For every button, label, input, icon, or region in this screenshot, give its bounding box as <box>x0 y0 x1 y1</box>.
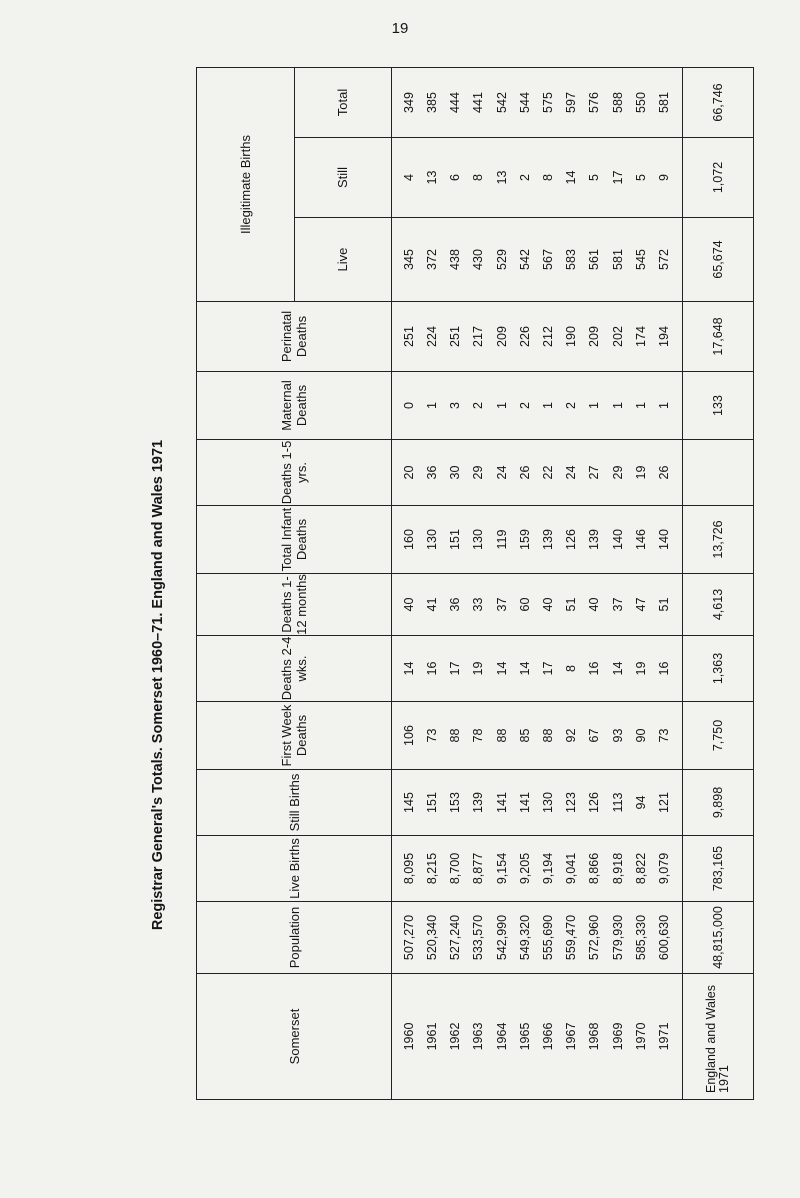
list-item: 141 <box>517 792 532 813</box>
list-item: 19 <box>633 465 648 480</box>
list-item: 27 <box>587 465 602 480</box>
list-item: 41 <box>424 597 439 612</box>
list-item: 572 <box>657 249 672 270</box>
list-item: 153 <box>448 792 463 813</box>
header-still-births: Still Births <box>197 770 392 836</box>
ew-ill-total: 66,746 <box>683 68 754 138</box>
list-item: 533,570 <box>471 914 486 961</box>
list-item: 542,990 <box>494 914 509 961</box>
page-number: 19 <box>391 20 409 37</box>
list-item: 1966 <box>541 1022 555 1051</box>
list-item: 8 <box>541 174 555 181</box>
list-item: 544 <box>517 92 532 113</box>
list-item: 159 <box>517 529 532 550</box>
list-item: 16 <box>587 661 602 676</box>
list-item: 146 <box>633 529 648 550</box>
list-item: 600,630 <box>657 914 672 961</box>
list-item: 202 <box>610 326 625 347</box>
list-item: 88 <box>494 728 509 743</box>
list-item: 17 <box>448 661 463 676</box>
list-item: 3 <box>448 402 463 409</box>
header-population: Population <box>197 902 392 974</box>
ew-total-infant-deaths: 13,726 <box>683 506 754 574</box>
list-item: 209 <box>494 326 509 347</box>
header-illegitimate-births: Illegitimate Births <box>197 68 295 302</box>
ew-maternal-deaths: 133 <box>683 372 754 440</box>
list-item: 19 <box>633 661 648 676</box>
list-item: 2 <box>517 402 532 409</box>
list-item: 26 <box>517 465 532 480</box>
rotated-table-container <box>196 83 750 1100</box>
list-item: 1971 <box>657 1022 672 1051</box>
ill-live-cell <box>392 218 683 302</box>
list-item: 1 <box>541 402 555 409</box>
list-item: 130 <box>424 529 439 550</box>
perinatal-deaths-cell <box>392 302 683 372</box>
total-infant-deaths-cell <box>392 506 683 574</box>
list-item: 8,700 <box>448 852 463 885</box>
list-item: 579,930 <box>610 914 625 961</box>
list-item: 67 <box>587 728 602 743</box>
list-item: 2 <box>517 174 532 181</box>
list-item: 8,877 <box>471 852 486 885</box>
header-ill-still: Still <box>294 138 392 218</box>
list-item: 14 <box>610 661 625 676</box>
list-item: 597 <box>564 92 579 113</box>
header-ill-total: Total <box>294 68 392 138</box>
list-item: 17 <box>610 170 625 185</box>
list-item: 29 <box>471 465 486 480</box>
list-item: 22 <box>541 465 555 480</box>
list-item: 251 <box>401 326 416 347</box>
list-item: 73 <box>424 728 439 743</box>
list-item: 36 <box>424 465 439 480</box>
list-item: 583 <box>564 249 579 270</box>
list-item: 139 <box>587 529 602 550</box>
first-week-deaths-cell <box>392 702 683 770</box>
header-maternal-deaths: Maternal Deaths <box>197 372 392 440</box>
list-item: 1965 <box>517 1022 532 1051</box>
list-item: 126 <box>587 792 602 813</box>
header-somerset: Somerset <box>197 974 392 1100</box>
list-item: 24 <box>564 465 579 480</box>
list-item: 93 <box>610 728 625 743</box>
list-item: 119 <box>494 529 509 550</box>
header-deaths-2-4-wks: Deaths 2-4 wks. <box>197 636 392 702</box>
table-title: Registrar General's Totals. Somerset 1960–71. England and Wales 1971 <box>150 439 166 931</box>
list-item: 224 <box>424 326 439 347</box>
list-item: 14 <box>564 170 579 185</box>
list-item: 14 <box>517 661 532 676</box>
list-item: 0 <box>401 402 416 409</box>
header-first-week-deaths: First Week Deaths <box>197 702 392 770</box>
list-item: 13 <box>494 170 509 185</box>
still-births-cell <box>392 770 683 836</box>
list-item: 19 <box>471 661 486 676</box>
list-item: 47 <box>633 597 648 612</box>
list-item: 37 <box>610 597 625 612</box>
list-item: 1960 <box>401 1022 416 1051</box>
ew-ill-live: 65,674 <box>683 218 754 302</box>
list-item: 5 <box>633 174 648 181</box>
ew-first-week-deaths: 7,750 <box>683 702 754 770</box>
list-item: 527,240 <box>448 914 463 961</box>
list-item: 581 <box>610 249 625 270</box>
ew-perinatal-deaths: 17,648 <box>683 302 754 372</box>
list-item: 123 <box>564 792 579 813</box>
ew-still-births: 9,898 <box>683 770 754 836</box>
list-item: 40 <box>587 597 602 612</box>
list-item: 585,330 <box>633 914 648 961</box>
list-item: 36 <box>448 597 463 612</box>
list-item: 444 <box>448 92 463 113</box>
list-item: 1963 <box>471 1022 486 1051</box>
list-item: 8 <box>471 174 486 181</box>
list-item: 1967 <box>564 1022 579 1051</box>
list-item: 588 <box>610 92 625 113</box>
list-item: 385 <box>424 92 439 113</box>
list-item: 16 <box>424 661 439 676</box>
list-item: 160 <box>401 529 416 550</box>
list-item: 561 <box>587 249 602 270</box>
header-deaths-1-5-yrs: Deaths 1-5 yrs. <box>197 440 392 506</box>
list-item: 581 <box>657 92 672 113</box>
list-item: 1968 <box>587 1022 602 1051</box>
list-item: 190 <box>564 326 579 347</box>
list-item: 194 <box>657 326 672 347</box>
list-item: 130 <box>471 529 486 550</box>
list-item: 430 <box>471 249 486 270</box>
ew-deaths-1-5-yrs <box>683 440 754 506</box>
list-item: 9,154 <box>494 852 509 885</box>
list-item: 559,470 <box>564 914 579 961</box>
list-item: 90 <box>633 728 648 743</box>
list-item: 139 <box>471 792 486 813</box>
list-item: 151 <box>448 529 463 550</box>
list-item: 17 <box>541 661 555 676</box>
list-item: 1964 <box>494 1022 509 1051</box>
list-item: 1 <box>633 402 648 409</box>
list-item: 37 <box>494 597 509 612</box>
list-item: 1962 <box>448 1022 463 1051</box>
maternal-deaths-cell <box>392 372 683 440</box>
list-item: 85 <box>517 728 532 743</box>
list-item: 14 <box>494 661 509 676</box>
list-item: 145 <box>401 792 416 813</box>
list-item: 5 <box>587 174 602 181</box>
header-total-infant-deaths: Total Infant Deaths <box>197 506 392 574</box>
live-births-cell <box>392 836 683 902</box>
list-item: 1 <box>587 402 602 409</box>
header-perinatal-deaths: Perinatal Deaths <box>197 302 392 372</box>
list-item: 88 <box>448 728 463 743</box>
list-item: 575 <box>541 92 555 113</box>
header-ill-live: Live <box>294 218 392 302</box>
list-item: 8,822 <box>633 852 648 885</box>
list-item: 555,690 <box>541 914 555 961</box>
list-item: 226 <box>517 326 532 347</box>
list-item: 1 <box>610 402 625 409</box>
list-item: 545 <box>633 249 648 270</box>
list-item: 8,095 <box>401 852 416 885</box>
list-item: 92 <box>564 728 579 743</box>
list-item: 126 <box>564 529 579 550</box>
list-item: 9,205 <box>517 852 532 885</box>
list-item: 60 <box>517 597 532 612</box>
list-item: 51 <box>657 597 672 612</box>
list-item: 2 <box>564 402 579 409</box>
ew-population: 48,815,000 <box>683 902 754 974</box>
list-item: 372 <box>424 249 439 270</box>
years-cell <box>392 974 683 1100</box>
list-item: 151 <box>424 792 439 813</box>
ill-still-cell <box>392 138 683 218</box>
ew-label: England and Wales 1971 <box>683 974 754 1100</box>
list-item: 141 <box>494 792 509 813</box>
list-item: 40 <box>401 597 416 612</box>
england-wales-row <box>683 68 754 1100</box>
list-item: 6 <box>448 174 463 181</box>
list-item: 529 <box>494 249 509 270</box>
list-item: 9,194 <box>541 852 555 885</box>
list-item: 542 <box>494 92 509 113</box>
list-item: 8,918 <box>610 852 625 885</box>
list-item: 567 <box>541 249 555 270</box>
list-item: 549,320 <box>517 914 532 961</box>
population-cell <box>392 902 683 974</box>
deaths-1-12-months-cell <box>392 574 683 636</box>
ew-deaths-2-4-wks: 1,363 <box>683 636 754 702</box>
list-item: 576 <box>587 92 602 113</box>
list-item: 121 <box>657 792 672 813</box>
list-item: 1 <box>657 402 672 409</box>
list-item: 1969 <box>610 1022 625 1051</box>
ill-total-cell <box>392 68 683 138</box>
list-item: 572,960 <box>587 914 602 961</box>
list-item: 212 <box>541 326 555 347</box>
list-item: 51 <box>564 597 579 612</box>
ew-deaths-1-12-months: 4,613 <box>683 574 754 636</box>
list-item: 140 <box>657 529 672 550</box>
list-item: 349 <box>401 92 416 113</box>
list-item: 520,340 <box>424 914 439 961</box>
list-item: 9 <box>657 174 672 181</box>
list-item: 209 <box>587 326 602 347</box>
list-item: 1 <box>424 402 439 409</box>
list-item: 174 <box>633 326 648 347</box>
list-item: 217 <box>471 326 486 347</box>
list-item: 113 <box>610 792 625 813</box>
list-item: 8 <box>564 665 579 672</box>
list-item: 9,041 <box>564 852 579 885</box>
list-item: 438 <box>448 249 463 270</box>
list-item: 8,866 <box>587 852 602 885</box>
list-item: 106 <box>401 725 416 746</box>
list-item: 507,270 <box>401 914 416 961</box>
ew-live-births: 783,165 <box>683 836 754 902</box>
list-item: 9,079 <box>657 852 672 885</box>
list-item: 550 <box>633 92 648 113</box>
list-item: 251 <box>448 326 463 347</box>
list-item: 14 <box>401 661 416 676</box>
header-live-births: Live Births <box>197 836 392 902</box>
list-item: 88 <box>541 728 555 743</box>
list-item: 78 <box>471 728 486 743</box>
list-item: 29 <box>610 465 625 480</box>
list-item: 33 <box>471 597 486 612</box>
header-deaths-1-12-months: Deaths 1-12 months <box>197 574 392 636</box>
list-item: 8,215 <box>424 852 439 885</box>
list-item: 26 <box>657 465 672 480</box>
list-item: 40 <box>541 597 555 612</box>
list-item: 73 <box>657 728 672 743</box>
list-item: 441 <box>471 92 486 113</box>
deaths-1-5-yrs-cell <box>392 440 683 506</box>
header-row-top <box>197 68 295 1100</box>
list-item: 30 <box>448 465 463 480</box>
ew-ill-still: 1,072 <box>683 138 754 218</box>
list-item: 20 <box>401 465 416 480</box>
registrar-table <box>196 67 754 1100</box>
list-item: 140 <box>610 529 625 550</box>
list-item: 13 <box>424 170 439 185</box>
list-item: 16 <box>657 661 672 676</box>
deaths-2-4-wks-cell <box>392 636 683 702</box>
list-item: 139 <box>541 529 555 550</box>
list-item: 1970 <box>633 1022 648 1051</box>
list-item: 4 <box>401 174 416 181</box>
table-row <box>392 68 683 1100</box>
list-item: 94 <box>633 795 648 810</box>
list-item: 542 <box>517 249 532 270</box>
list-item: 1 <box>494 402 509 409</box>
list-item: 2 <box>471 402 486 409</box>
list-item: 1961 <box>424 1022 439 1051</box>
list-item: 24 <box>494 465 509 480</box>
list-item: 130 <box>541 792 555 813</box>
list-item: 345 <box>401 249 416 270</box>
